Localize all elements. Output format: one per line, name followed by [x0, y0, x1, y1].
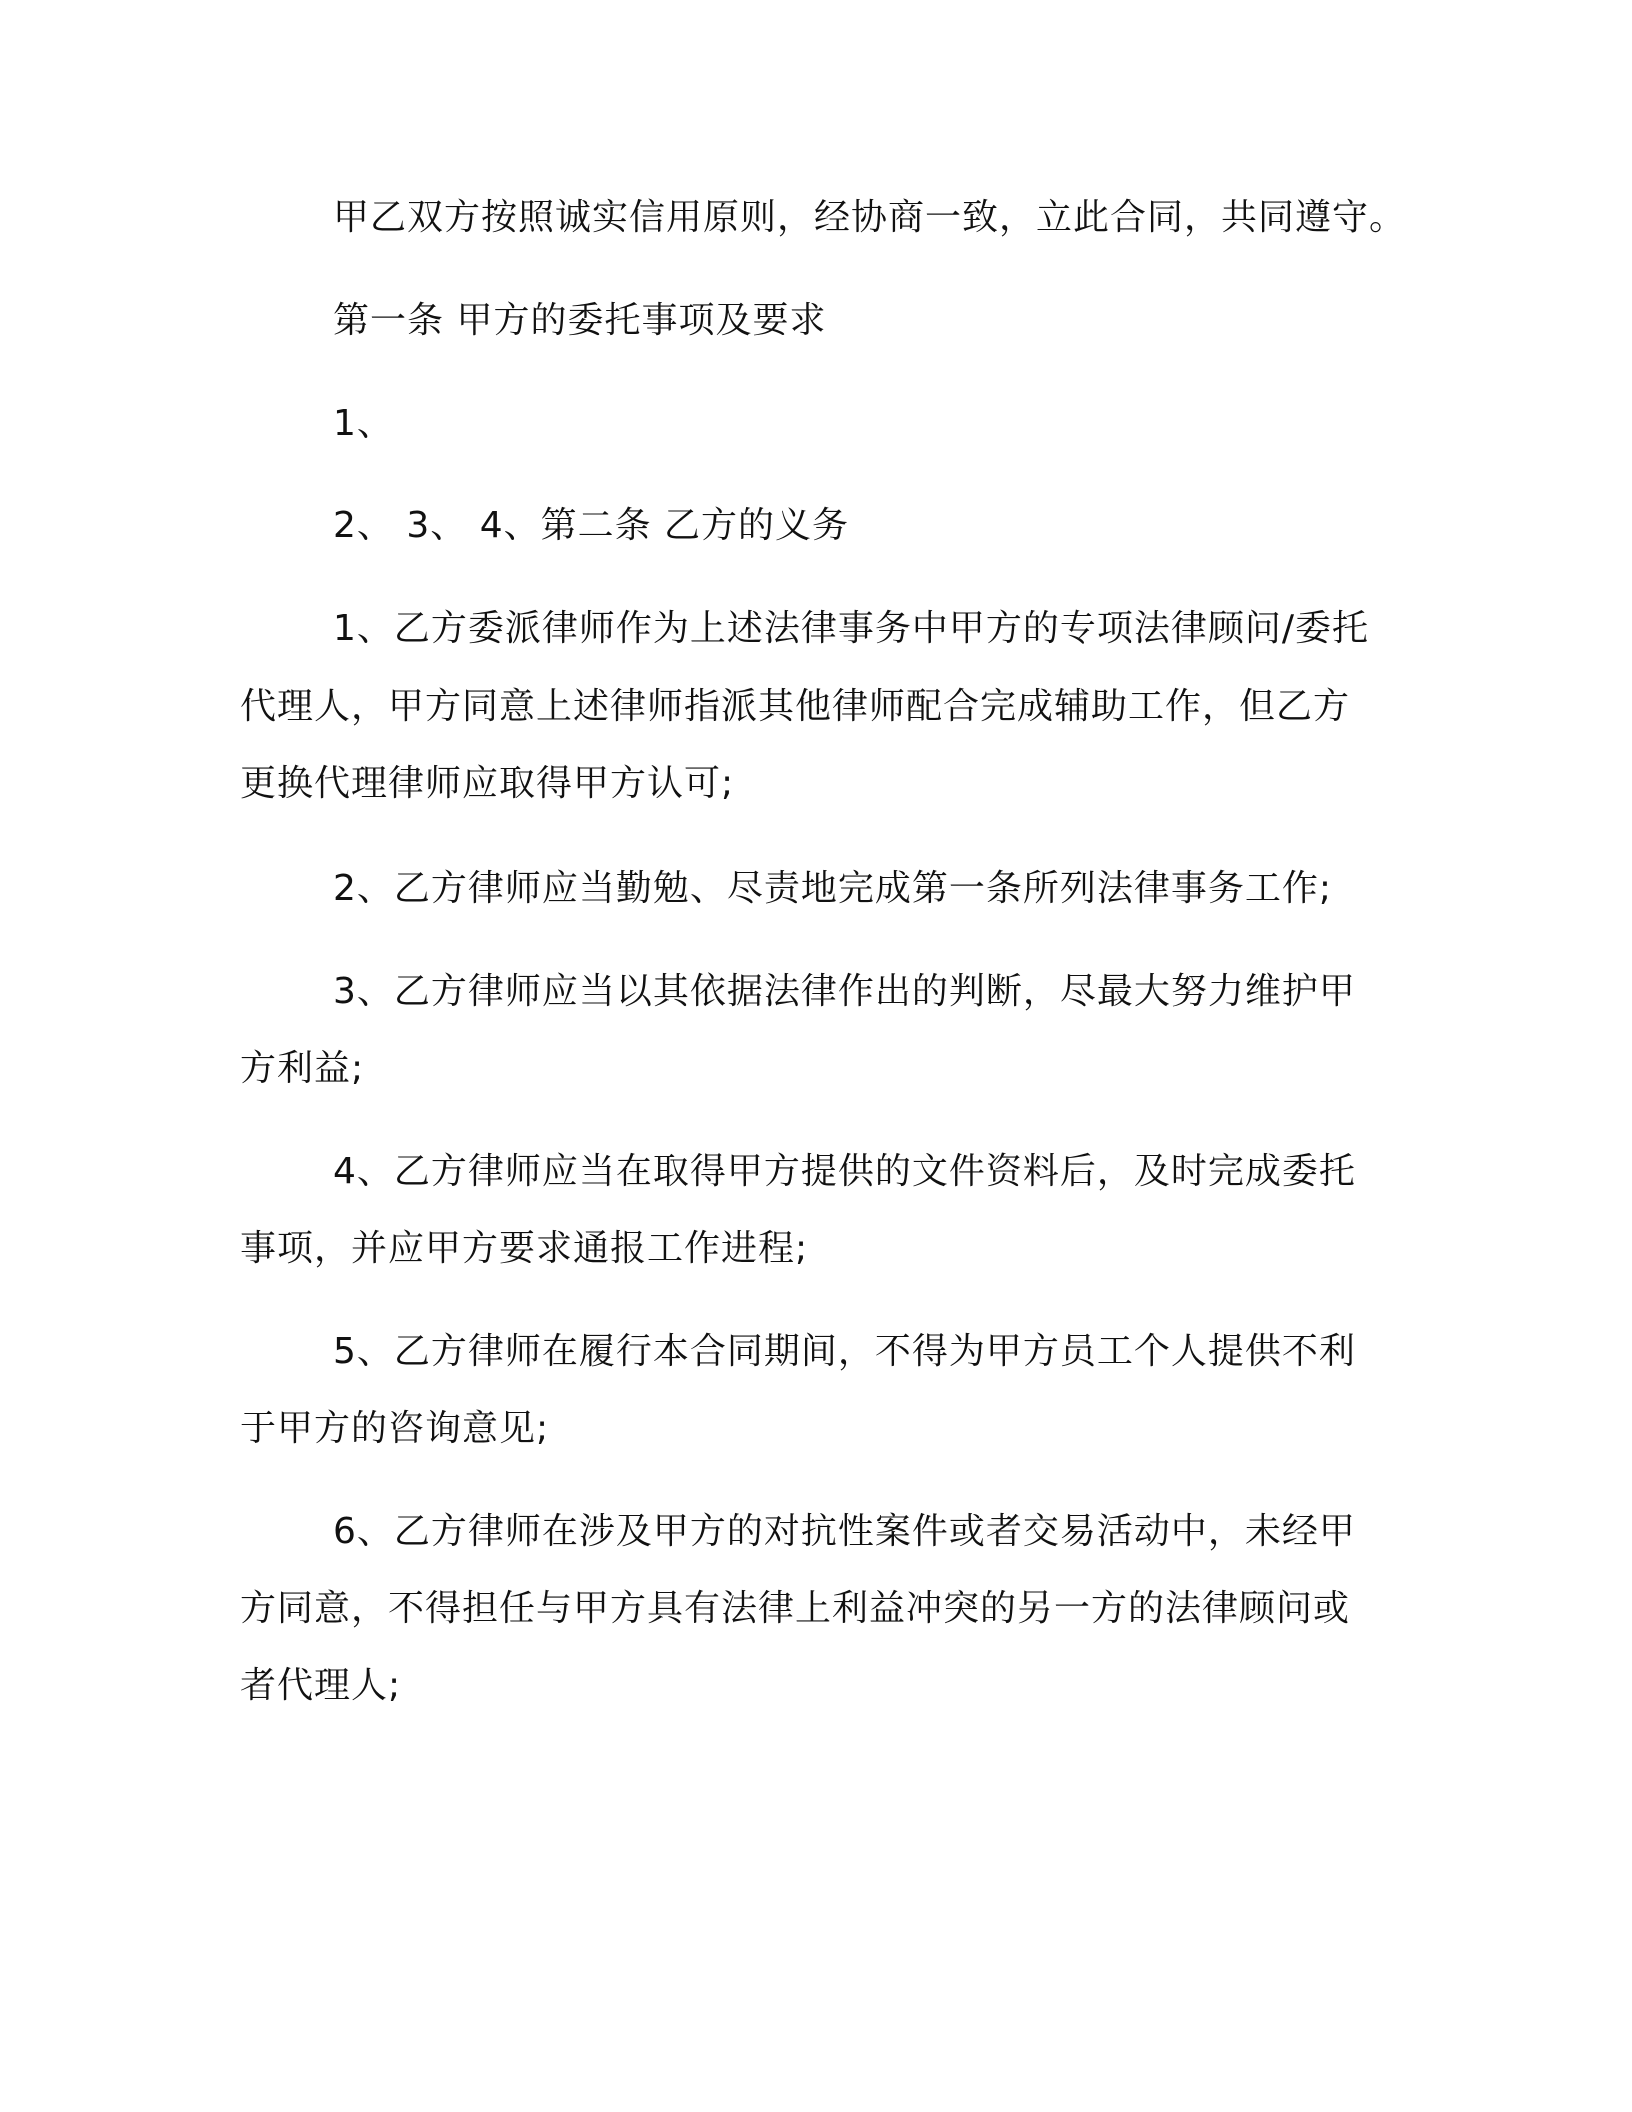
text-line-duty-1-b: 代理人，甲方同意上述律师指派其他律师配合完成辅助工作，但乙方 — [240, 686, 1351, 727]
text-line-duty-2: 2、乙方律师应当勤勉、尽责地完成第一条所列法律事务工作; — [333, 868, 1333, 909]
text-line-duty-5-b: 于甲方的咨询意见; — [240, 1408, 550, 1449]
text-line-duty-4-b: 事项，并应甲方要求通报工作进程; — [240, 1228, 809, 1269]
text-line-duty-3-a: 3、乙方律师应当以其依据法律作出的判断，尽最大努力维护甲 — [333, 971, 1356, 1012]
text-line-duty-1-c: 更换代理律师应取得甲方认可; — [240, 763, 735, 804]
text-line-duty-4-a: 4、乙方律师应当在取得甲方提供的文件资料后，及时完成委托 — [333, 1151, 1356, 1192]
text-line-duty-6-b: 方同意，不得担任与甲方具有法律上利益冲突的另一方的法律顾问或 — [240, 1588, 1351, 1629]
text-line-duty-3-b: 方利益; — [240, 1048, 365, 1089]
text-line-duty-5-a: 5、乙方律师在履行本合同期间，不得为甲方员工个人提供不利 — [333, 1331, 1356, 1372]
text-line-article-2-heading: 2、 3、 4、第二条 乙方的义务 — [333, 505, 850, 546]
text-line-preamble: 甲乙双方按照诚实信用原则，经协商一致，立此合同，共同遵守。 — [333, 197, 1407, 238]
text-line-article-1-heading: 第一条 甲方的委托事项及要求 — [333, 300, 827, 341]
text-line-duty-6-a: 6、乙方律师在涉及甲方的对抗性案件或者交易活动中，未经甲 — [333, 1511, 1356, 1552]
text-line-duty-6-c: 者代理人; — [240, 1665, 402, 1706]
text-line-article-1-item-1: 1、 — [333, 403, 394, 444]
text-line-duty-1-a: 1、乙方委派律师作为上述法律事务中甲方的专项法律顾问/委托 — [333, 608, 1370, 649]
